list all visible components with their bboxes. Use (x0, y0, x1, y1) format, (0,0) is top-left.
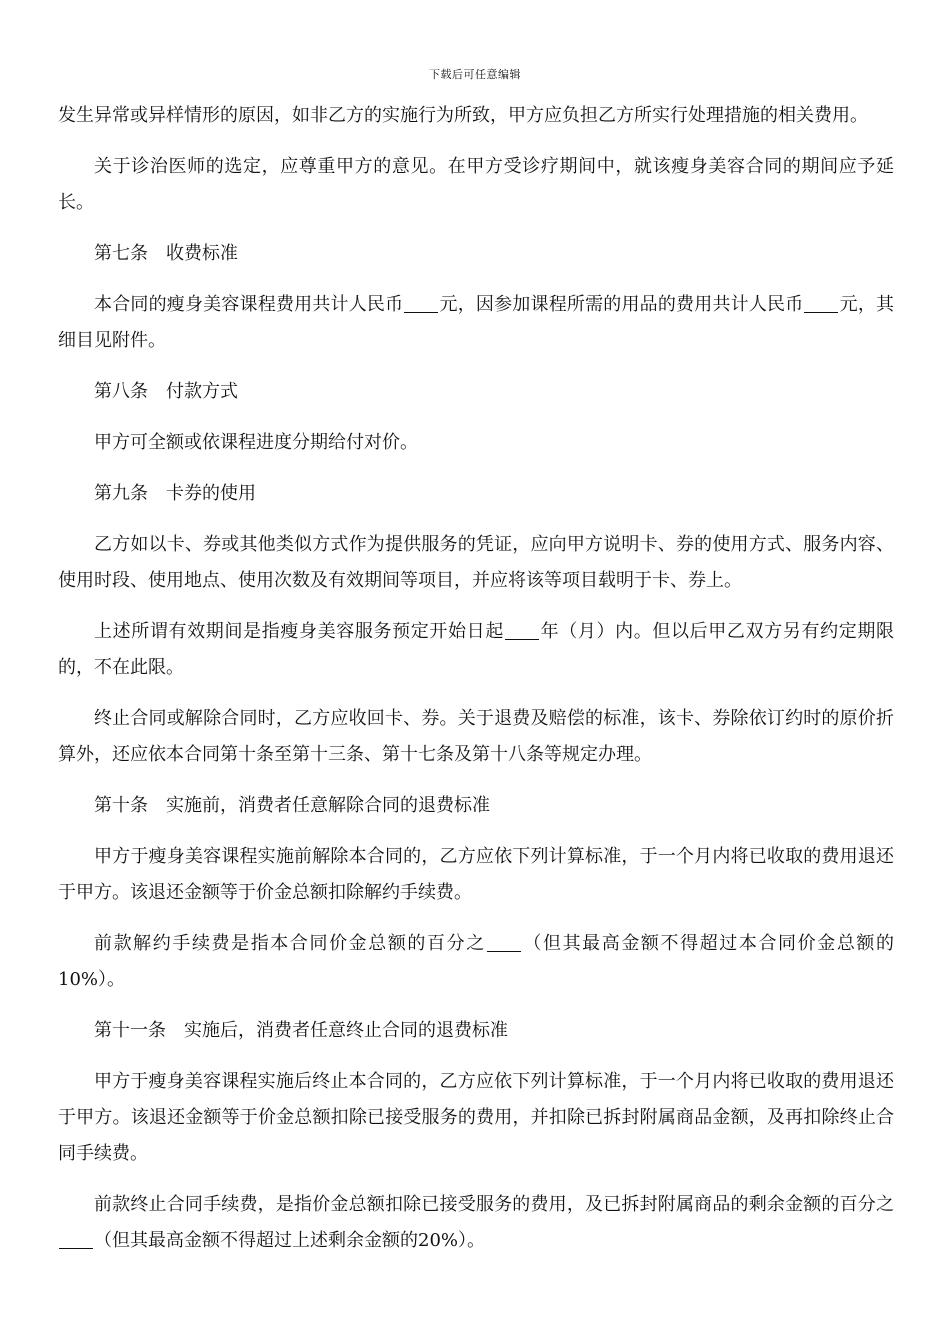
paragraph-cancellation-fee (58, 926, 894, 998)
paragraph-physician-selection: 关于诊治医师的选定，应尊重甲方的意见。在甲方受诊疗期间中，就该瘦身美容合同的期间应予延长。 (58, 156, 894, 213)
paragraph-termination-fee (58, 1187, 894, 1259)
text-segment: （但其最高金额不得超过本合同价金总额的10%）。 (58, 933, 895, 990)
text-segment: 前款解约手续费是指本合同价金总额的百分之 (94, 933, 486, 954)
fill-in-blank (505, 621, 539, 640)
text-segment: 年（月）内。但以后甲乙双方另有约定期限的，不在此限。 (58, 621, 894, 678)
text-segment: （但其最高金额不得超过上述剩余金额的20%）。 (94, 1230, 486, 1251)
fill-in-blank (487, 933, 521, 952)
text-segment: 上述所谓有效期间是指瘦身美容服务预定开始日起 (94, 621, 504, 642)
text-segment: 元，其细目见附件。 (58, 294, 895, 351)
page-header: 下载后可任意编辑 (429, 68, 521, 81)
paragraph-continued: 发生异常或异样情形的原因，如非乙方的实施行为所致，甲方应负担乙方所实行处理措施的相关费用。 (58, 105, 868, 126)
paragraph-pre-service-refund: 甲方于瘦身美容课程实施前解除本合同的，乙方应依下列计算标准，于一个月内将已收取的费用退还于甲方。该退还金额等于价金总额扣除解约手续费。 (58, 846, 894, 903)
article-9-heading: 第九条 卡券的使用 (94, 483, 256, 504)
paragraph-fees (58, 287, 894, 359)
paragraph-payment: 甲方可全额或依课程进度分期给付对价。 (94, 432, 418, 453)
article-11-heading: 第十一条 实施后，消费者任意终止合同的退费标准 (94, 1020, 508, 1041)
text-segment: 本合同的瘦身美容课程费用共计人民币 (94, 294, 404, 315)
paragraph-card-usage: 乙方如以卡、券或其他类似方式作为提供服务的凭证，应向甲方说明卡、券的使用方式、服务内容、使用时段、使用地点、使用次数及有效期间等项目，并应将该等项目载明于卡、券上。 (58, 534, 894, 591)
fill-in-blank (59, 1230, 93, 1249)
fill-in-blank (404, 294, 438, 313)
text-segment: 元，因参加课程所需的用品的费用共计人民币 (439, 294, 804, 315)
text-segment: 前款终止合同手续费，是指价金总额扣除已接受服务的费用，及已拆封附属商品的剩余金额的百分之 (94, 1194, 894, 1215)
article-7-heading: 第七条 收费标准 (94, 243, 238, 264)
paragraph-card-return: 终止合同或解除合同时，乙方应收回卡、券。关于退费及赔偿的标准，该卡、券除依订约时的原价折算外，还应依本合同第十条至第十三条、第十七条及第十八条等规定办理。 (58, 708, 894, 765)
fill-in-blank (804, 294, 838, 313)
article-8-heading: 第八条 付款方式 (94, 381, 238, 402)
document-body (58, 98, 894, 1274)
paragraph-post-service-refund: 甲方于瘦身美容课程实施后终止本合同的，乙方应依下列计算标准，于一个月内将已收取的费用退还于甲方。该退还金额等于价金总额扣除已接受服务的费用，并扣除已拆封附属商品金额，及再扣除终止合同手续费。 (58, 1071, 894, 1164)
article-10-heading: 第十条 实施前，消费者任意解除合同的退费标准 (94, 795, 490, 816)
paragraph-validity-period (58, 614, 894, 686)
